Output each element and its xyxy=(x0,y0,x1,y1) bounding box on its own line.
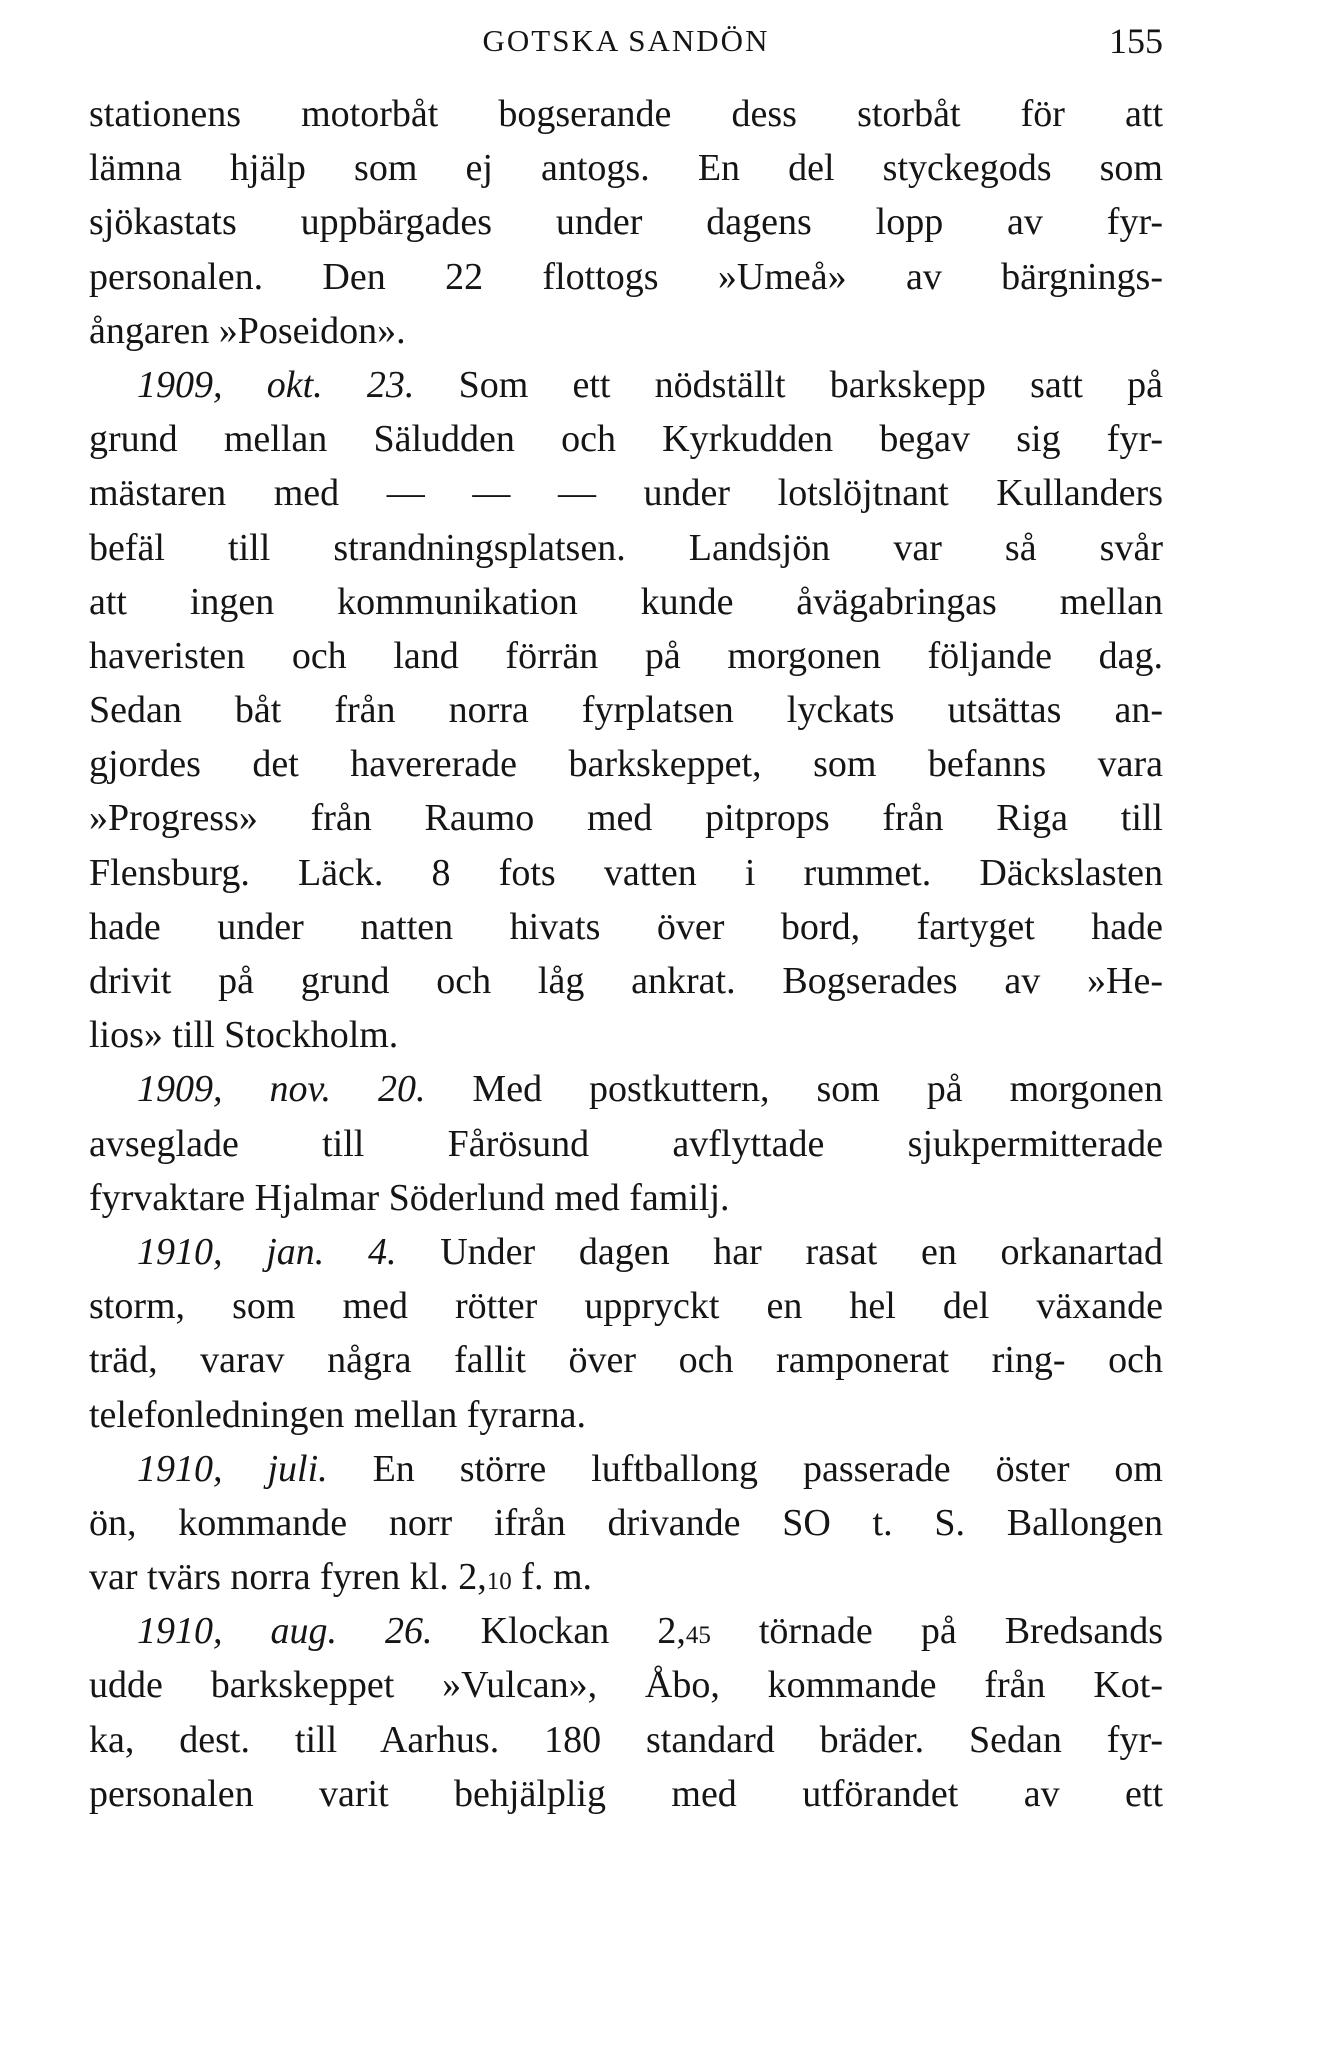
text-line xyxy=(89,575,1163,629)
text-line xyxy=(89,1171,1163,1225)
text-line xyxy=(89,1496,1163,1550)
text-line xyxy=(89,521,1163,575)
text-line xyxy=(89,87,1163,141)
text-line xyxy=(89,683,1163,737)
line-text: fyrvaktare Hjalmar Söderlund med familj. xyxy=(89,1176,730,1219)
text-line xyxy=(89,250,1163,304)
line-text: lios» till Stockholm. xyxy=(89,1014,399,1057)
line-text: Som ett nödställt barkskepp satt på xyxy=(414,363,1163,406)
text-line xyxy=(89,1550,1163,1604)
line-text-continued: f. m. xyxy=(511,1556,593,1599)
text-line xyxy=(89,304,1163,358)
running-head xyxy=(89,16,1163,66)
entry-date: 1909, okt. 23. xyxy=(137,363,415,406)
text-line xyxy=(89,629,1163,683)
line-text: personalen. Den 22 flottogs »Umeå» av bärgnings- xyxy=(89,255,1163,298)
entry-date: 1909, nov. 20. xyxy=(137,1068,426,1111)
text-line xyxy=(89,900,1163,954)
line-text-continued: törnade på Bredsands xyxy=(710,1610,1163,1653)
line-text: grund mellan Säludden och Kyrkudden begav sig fyr- xyxy=(89,418,1163,461)
line-text: mästaren med — — — under lotslöjtnant Kullanders xyxy=(89,472,1163,515)
line-text: storm, som med rötter uppryckt en hel del växande xyxy=(89,1285,1163,1328)
text-line xyxy=(89,954,1163,1008)
entry-date: 1910, jan. 4. xyxy=(137,1230,397,1273)
text-line xyxy=(89,466,1163,520)
line-text: ön, kommande norr ifrån drivande SO t. S. Ballongen xyxy=(89,1501,1163,1544)
line-text: Klockan 2, xyxy=(432,1610,686,1653)
line-text: Med postkuttern, som på morgonen xyxy=(425,1068,1163,1111)
text-line xyxy=(89,1442,1163,1496)
text-line xyxy=(89,141,1163,195)
line-text: lämna hjälp som ej antogs. En del styckegods som xyxy=(89,147,1163,190)
line-text: sjökastats uppbärgades under dagens lopp av fyr- xyxy=(89,201,1163,244)
line-text: »Progress» från Raumo med pitprops från Riga till xyxy=(89,797,1163,840)
text-line xyxy=(89,1333,1163,1387)
text-line xyxy=(89,1767,1163,1821)
line-text: Sedan båt från norra fyrplatsen lyckats utsättas an- xyxy=(89,689,1163,732)
line-text: udde barkskeppet »Vulcan», Åbo, kommande från Kot- xyxy=(89,1664,1163,1707)
line-text: gjordes det havererade barkskeppet, som befanns vara xyxy=(89,743,1163,786)
page-number: 155 xyxy=(1109,21,1163,61)
text-line xyxy=(89,1062,1163,1116)
line-text: haveristen och land förrän på morgonen följande dag. xyxy=(89,634,1163,677)
line-text: Under dagen har rasat en orkanartad xyxy=(396,1230,1163,1273)
body-text xyxy=(89,87,1163,1821)
text-line xyxy=(89,1008,1163,1062)
line-text: En större luftballong passerade öster om xyxy=(327,1447,1163,1490)
text-line xyxy=(89,737,1163,791)
time-minutes: 45 xyxy=(685,1622,711,1650)
line-text: att ingen kommunikation kunde åvägabringas mellan xyxy=(89,580,1163,623)
text-line xyxy=(89,195,1163,249)
text-line xyxy=(89,846,1163,900)
line-text: avseglade till Fårösund avflyttade sjukpermitterade xyxy=(89,1122,1163,1165)
line-text: ka, dest. till Aarhus. 180 standard bräder. Sedan fyr- xyxy=(89,1718,1163,1761)
text-line xyxy=(89,791,1163,845)
text-line xyxy=(89,1658,1163,1712)
line-text: hade under natten hivats över bord, fartyget hade xyxy=(89,905,1163,948)
line-text: personalen varit behjälplig med utförandet av ett xyxy=(89,1772,1163,1815)
text-line xyxy=(89,358,1163,412)
text-line xyxy=(89,1388,1163,1442)
page-header-title: GOTSKA SANDÖN xyxy=(482,23,770,58)
line-text: stationens motorbåt bogserande dess storbåt för att xyxy=(89,93,1163,135)
line-text: telefonledningen mellan fyrarna. xyxy=(89,1393,586,1436)
entry-date: 1910, juli. xyxy=(137,1447,328,1490)
line-text: var tvärs norra fyren kl. 2, xyxy=(89,1556,487,1599)
line-text: drivit på grund och låg ankrat. Bogserades av »He- xyxy=(89,960,1163,1002)
line-text: träd, varav några fallit över och ramponerat ring- och xyxy=(89,1339,1163,1382)
line-text: ångaren »Poseidon». xyxy=(89,309,406,352)
text-line xyxy=(89,1604,1163,1658)
text-line xyxy=(89,1713,1163,1767)
time-minutes: 10 xyxy=(486,1568,512,1596)
text-line xyxy=(89,1225,1163,1279)
text-line xyxy=(89,1117,1163,1171)
text-line xyxy=(89,1279,1163,1333)
text-line xyxy=(89,412,1163,466)
line-text: Flensburg. Läck. 8 fots vatten i rummet. Däckslasten xyxy=(89,851,1163,894)
line-text: befäl till strandningsplatsen. Landsjön var så svår xyxy=(89,526,1163,569)
entry-date: 1910, aug. 26. xyxy=(137,1610,433,1653)
